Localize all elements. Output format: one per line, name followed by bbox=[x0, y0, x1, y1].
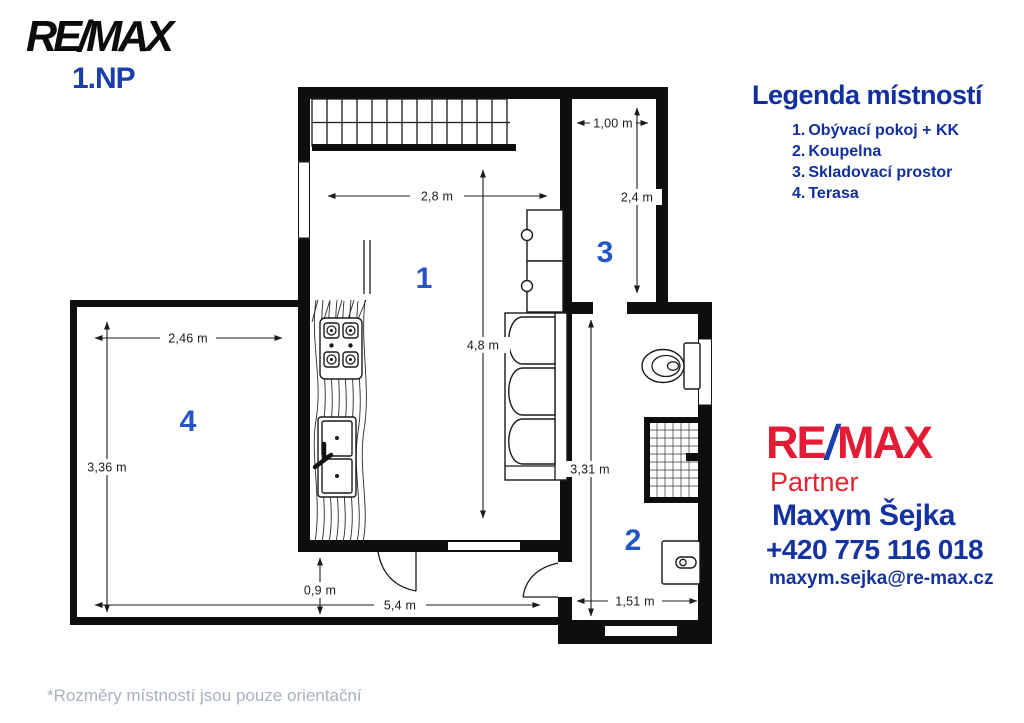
bathroom-sink bbox=[662, 541, 700, 584]
cabinet bbox=[522, 210, 564, 312]
room-label-storage: 3 bbox=[596, 236, 614, 269]
dim-bathroom-height: 3,31 m bbox=[570, 462, 610, 477]
legend-item-living: 1. Obývací pokoj + KK bbox=[792, 122, 960, 139]
agent-name: Maxym Šejka bbox=[772, 499, 955, 532]
dim-bathroom-width: 1,51 m bbox=[615, 594, 655, 609]
room-number-labels bbox=[180, 236, 642, 557]
dimension-labels bbox=[79, 115, 662, 613]
legend-item-bathroom: 2. Koupelna bbox=[792, 143, 882, 160]
dim-storage-height: 2,4 m bbox=[620, 190, 654, 205]
remax-wordmark-top: RE/MAX bbox=[26, 12, 171, 61]
legend-item-terrace: 4. Terasa bbox=[792, 185, 859, 202]
radiator-lines bbox=[364, 240, 370, 294]
stairs bbox=[312, 99, 516, 151]
dim-living-height: 4,8 m bbox=[466, 338, 500, 353]
window-left-wall bbox=[299, 162, 310, 238]
contact-subtitle: Partner bbox=[770, 467, 859, 497]
floor-label: 1.NP bbox=[72, 62, 135, 95]
dim-terrace-height: 3,36 m bbox=[87, 460, 127, 475]
shower bbox=[644, 417, 698, 503]
door-bathroom-south bbox=[605, 626, 677, 636]
dim-storage-width: 1,00 m bbox=[593, 116, 633, 131]
dim-total-width: 5,4 m bbox=[383, 598, 417, 613]
door-living-to-terrace bbox=[378, 552, 416, 591]
sofa bbox=[505, 313, 567, 480]
room-label-bathroom: 2 bbox=[624, 524, 642, 557]
toilet bbox=[642, 343, 700, 389]
walls bbox=[70, 87, 712, 644]
dim-terrace-width: 2,46 m bbox=[168, 331, 208, 346]
window-living-south bbox=[448, 542, 520, 550]
dim-living-width: 2,8 m bbox=[420, 189, 454, 204]
legend-item-storage: 3. Skladovací prostor bbox=[792, 164, 953, 181]
agent-phone: +420 775 116 018 bbox=[766, 534, 984, 565]
dimension-lines bbox=[95, 108, 697, 616]
agent-contact-card bbox=[766, 414, 1016, 592]
kitchen-sink bbox=[315, 417, 356, 497]
dim-passage-height: 0,9 m bbox=[303, 583, 337, 598]
legend-title: Legenda místností bbox=[752, 80, 983, 110]
door-bathroom-to-terrace bbox=[523, 563, 558, 597]
remax-slash-icon: / bbox=[820, 414, 841, 470]
room-label-living: 1 bbox=[415, 262, 433, 295]
room-label-terrace: 4 bbox=[179, 405, 197, 438]
disclaimer-footnote: *Rozměry místností jsou pouze orientační bbox=[47, 686, 362, 705]
remax-wordmark-contact: RE/MAX bbox=[766, 414, 932, 470]
agent-email: maxym.sejka@re-max.cz bbox=[769, 568, 994, 589]
stove bbox=[320, 318, 362, 379]
